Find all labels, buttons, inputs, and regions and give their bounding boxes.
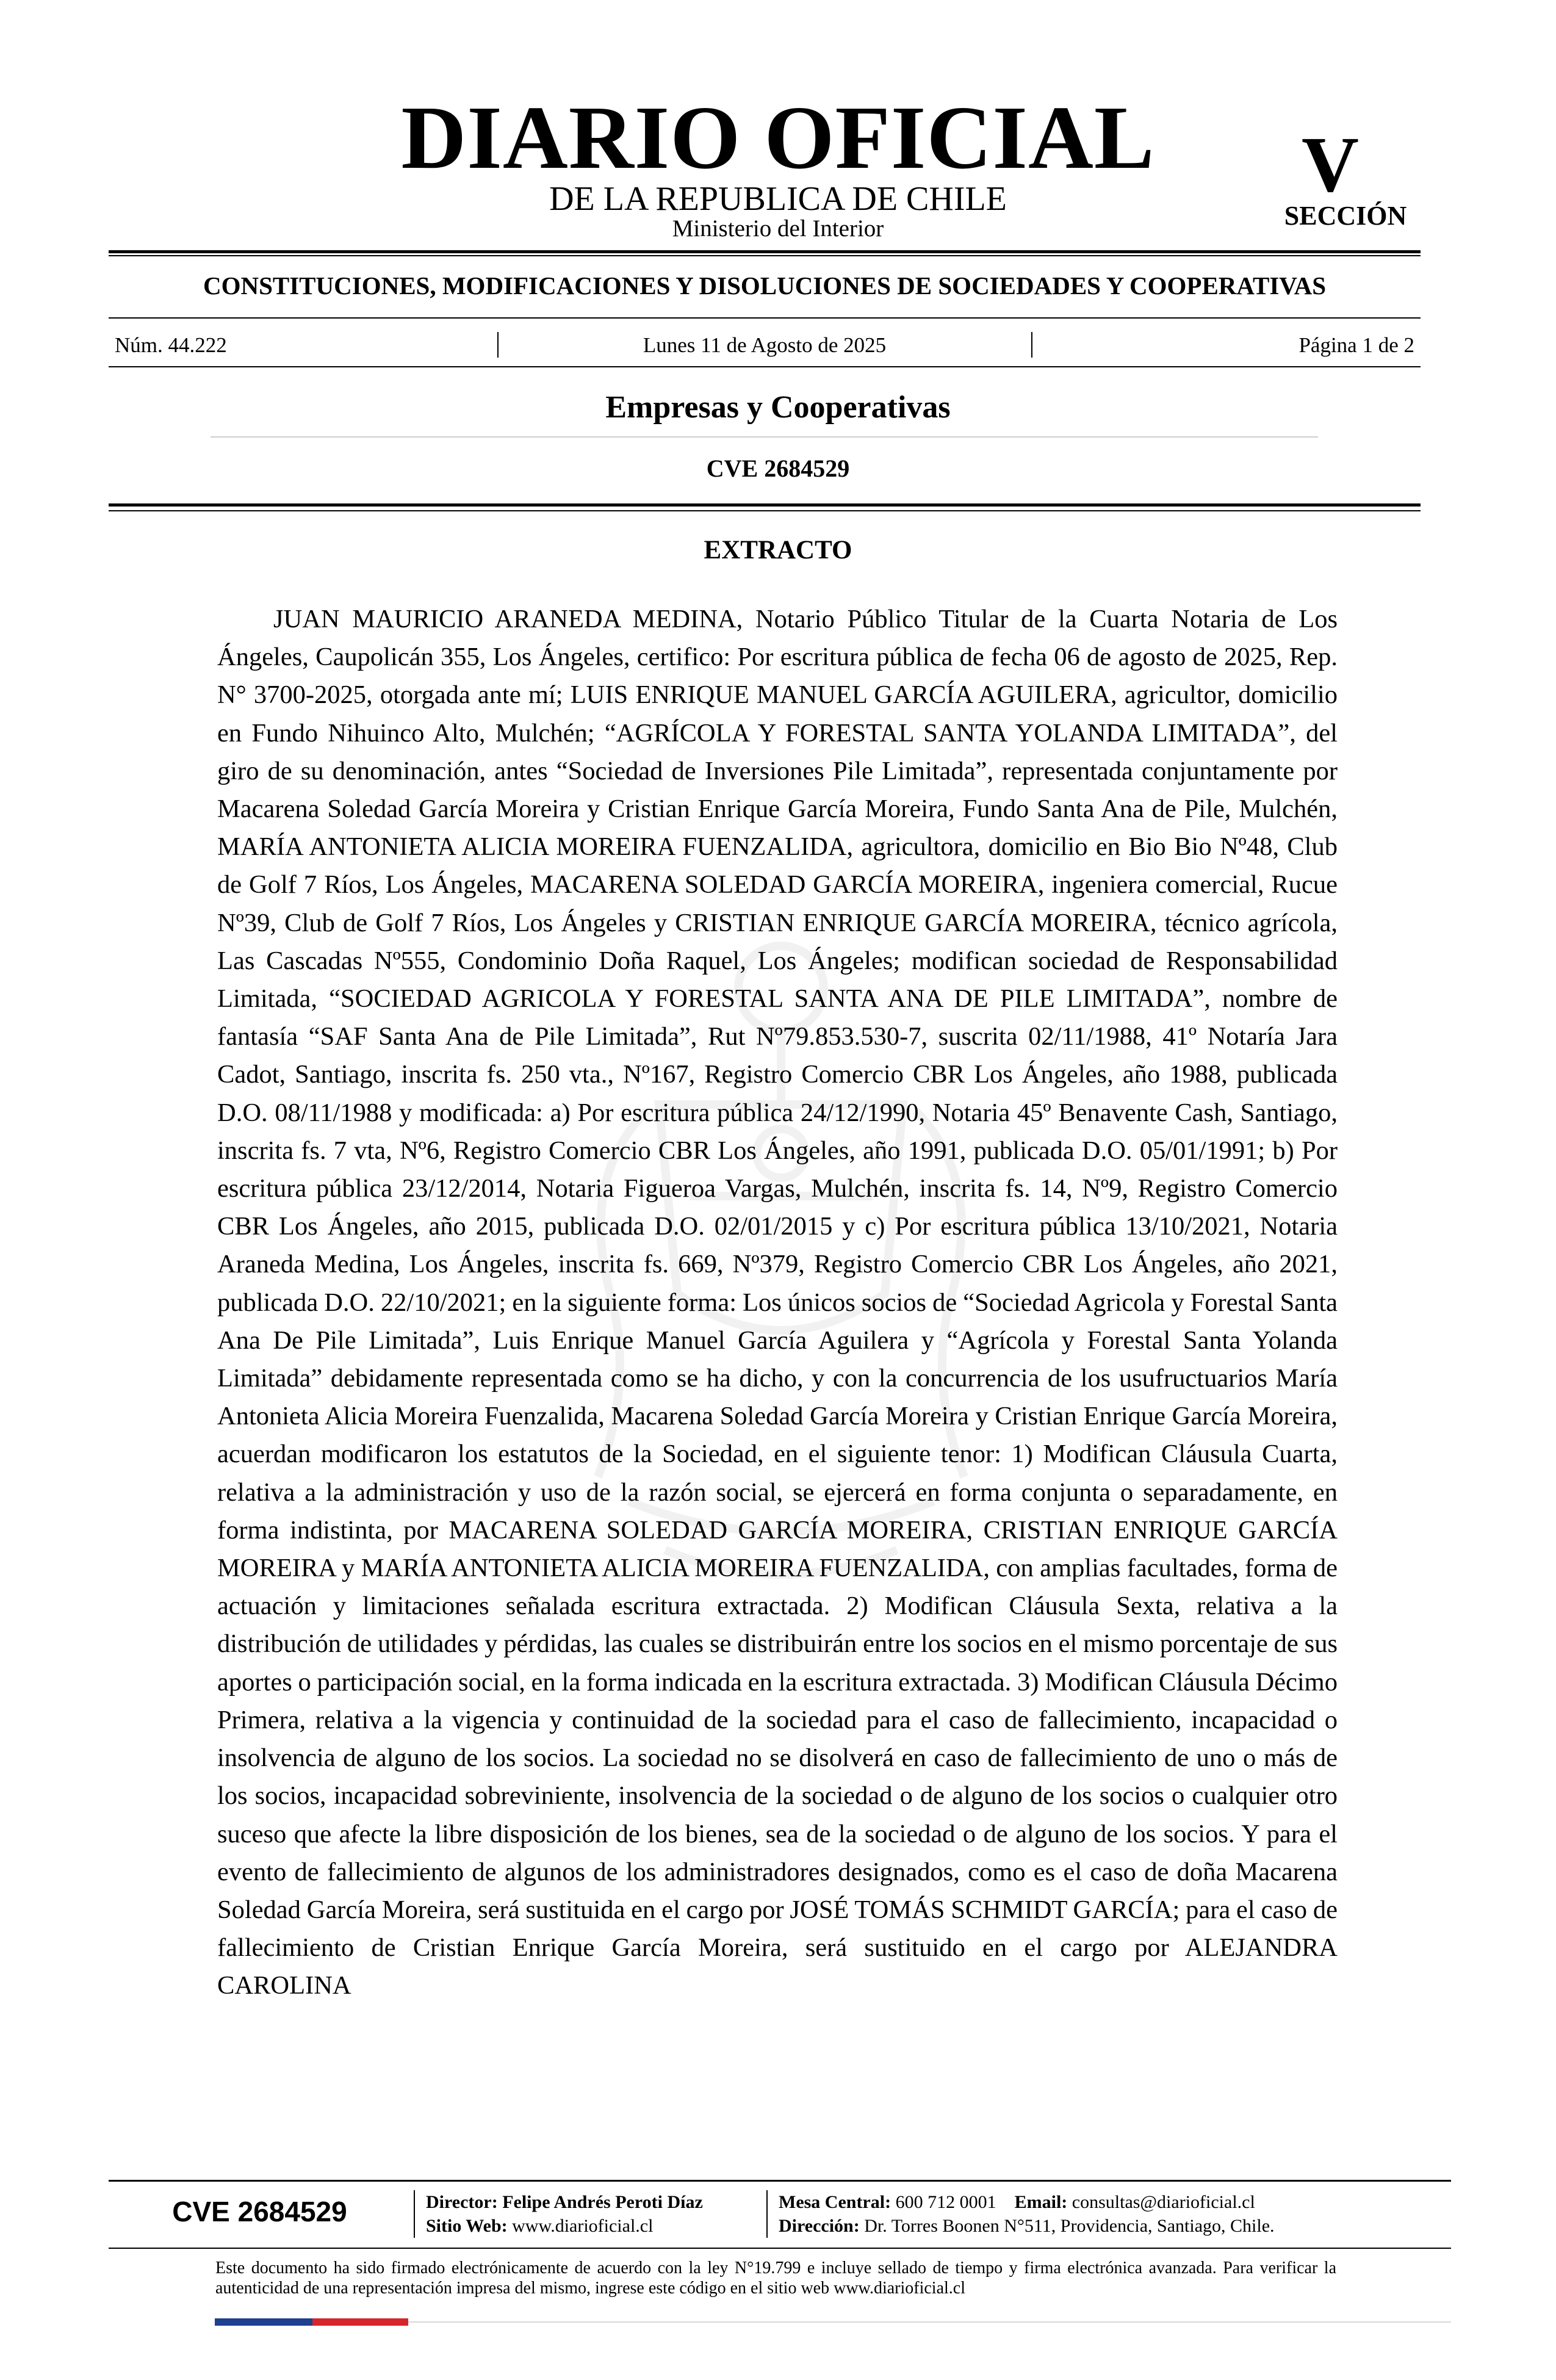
email-link[interactable]: consultas@diarioficial.cl (1072, 2192, 1255, 2212)
category-divider (211, 436, 1318, 438)
address-label: Dirección: (779, 2216, 860, 2236)
extract-title: EXTRACTO (704, 536, 852, 564)
legal-notice: Este documento ha sido firmado electrónicamente de acuerdo con la ley N°19.799 e incluye sellado de tiempo y firma electrónica avanzada. Para verificar la autenticidad de una representación impresa del mismo, ingrese este código en el sitio web www.diarioficial.cl (215, 2259, 1336, 2298)
footer-divider (766, 2190, 768, 2238)
phone-number: 600 712 0001 (895, 2192, 996, 2212)
footer-rule-bottom (109, 2248, 1451, 2249)
phone-label: Mesa Central: (779, 2192, 891, 2212)
section-heading: CONSTITUCIONES, MODIFICACIONES Y DISOLUCIONES DE SOCIEDADES Y COOPERATIVAS (203, 272, 1327, 300)
website-link[interactable]: www.diarioficial.cl (512, 2216, 654, 2236)
section-word: SECCIÓN (1284, 201, 1407, 231)
masthead-rule-top (109, 250, 1421, 253)
newspaper-title: DIARIO OFICIAL (401, 88, 1155, 188)
issue-rule-bottom (109, 366, 1421, 367)
flag-stripe-line (408, 2321, 1451, 2323)
extract-body: JUAN MAURICIO ARANEDA MEDINA, Notario Público Titular de la Cuarta Notaria de Los Ángeles, Caupolicán 355, Los Ángeles, certifico: Por escritura pública de fecha 06 de agosto de 2025, Rep. N° 3700-2025, otorgada ante mí; LUIS ENRIQUE MANUEL GARCÍA AGUILERA, agricultor, domicilio en Fundo Nihuinco Alto, Mulchén; “AGRÍCOLA Y FORESTAL SANTA YOLANDA LIMITADA”, del giro de su denominación, antes “Sociedad de Inversiones Pile Limitada”, representada conjuntamente por Macarena Soledad García Moreira y Cristian Enrique García Moreira, Fundo Santa Ana de Pile, Mulchén, MARÍA ANTONIETA ALICIA MOREIRA FUENZALIDA, agricultora, domicilio en Bio Bio Nº48, Club de Golf 7 Ríos, Los Ángeles, MACARENA SOLEDAD GARCÍA MOREIRA, ingeniera comercial, Rucue Nº39, Club de Golf 7 Ríos, Los Ángeles y CRISTIAN ENRIQUE GARCÍA MOREIRA, técnico agrícola, Las Cascadas Nº555, Condominio Doña Raquel, Los Ángeles; modifican sociedad de Responsabilidad Limitada, “SOCIEDAD AGRICOLA Y FORESTAL SANTA ANA DE PILE LIMITADA”, nombre de fantasía “SAF Santa Ana de Pile Limitada”, Rut Nº79.853.530-7, suscrita 02/11/1988, 41º Notaría Jara Cadot, Santiago, inscrita fs. 250 vta., Nº167, Registro Comercio CBR Los Ángeles, año 1988, publicada D.O. 08/11/1988 y modificada: a) Por escritura pública 24/12/1990, Notaria 45º Benavente Cash, Santiago, inscrita fs. 7 vta, Nº6, Registro Comercio CBR Los Ángeles, año 1991, publicada D.O. 05/01/1991; b) Por escritura pública 23/12/2014, Notaria Figueroa Vargas, Mulchén, inscrita fs. 14, Nº9, Registro Comercio CBR Los Ángeles, año 2015, publicada D.O. 02/01/2015 y c) Por escritura pública 13/10/2021, Notaria Araneda Medina, Los Ángeles, inscrita fs. 669, Nº379, Registro Comercio CBR Los Ángeles, año 2021, publicada D.O. 22/10/2021; en la siguiente forma: Los únicos socios de “Sociedad Agricola y Forestal Santa Ana De Pile Limitada”, Luis Enrique Manuel García Aguilera y “Agrícola y Forestal Santa Yolanda Limitada” debidamente representada como se ha dicho, y con la concurrencia de los usufructuarios María Antonieta Alicia Moreira Fuenzalida, Macarena Soledad García Moreira y Cristian Enrique García Moreira, acuerdan modificaron los estatutos de la Sociedad, en el siguiente tenor: 1) Modifican Cláusula Cuarta, relativa a la administración y uso de la razón social, se ejercerá en forma conjunta o separadamente, en forma indistinta, por MACARENA SOLEDAD GARCÍA MOREIRA, CRISTIAN ENRIQUE GARCÍA MOREIRA y MARÍA ANTONIETA ALICIA MOREIRA FUENZALIDA, con amplias facultades, forma de actuación y limitaciones señalada escritura extractada. 2) Modifican Cláusula Sexta, relativa a la distribución de utilidades y pérdidas, las cuales se distribuirán entre los socios en el mismo porcentaje de sus aportes o participación social, en la forma indicada en la escritura extractada. 3) Modifican Cláusula Décimo Primera, relativa a la vigencia y continuidad de la sociedad para el caso de fallecimiento, incapacidad o insolvencia de alguno de los socios. La sociedad no se disolverá en caso de fallecimiento de uno o más de los socios, incapacidad sobreviniente, insolvencia de la sociedad o de alguno de los socios o cualquier otro suceso que afecte la libre disposición de los bienes, sea de la sociedad o de alguno de los socios. Y para el evento de fallecimiento de algunos de los administradores designados, como es el caso de doña Macarena Soledad García Moreira, será sustituida en el cargo por JOSÉ TOMÁS SCHMIDT GARCÍA; para el caso de fallecimiento de Cristian Enrique García Moreira, será sustituido en el cargo por ALEJANDRA CAROLINA (217, 605, 1338, 2000)
footer-info (109, 2187, 1451, 2243)
director-name: Felipe Andrés Peroti Díaz (502, 2192, 703, 2212)
header-rule-bottom (109, 503, 1421, 507)
category-title: Empresas y Cooperativas (605, 390, 951, 425)
footer-rule-top (109, 2180, 1451, 2182)
flag-stripe-red (312, 2318, 408, 2326)
flag-stripe-blue (215, 2318, 312, 2326)
issue-rule-top (109, 317, 1421, 319)
issue-date: Lunes 11 de Agosto de 2025 (643, 333, 887, 357)
director-label: Director: (426, 2192, 498, 2212)
issue-divider (1031, 332, 1032, 358)
page-indicator: Página 1 de 2 (1298, 333, 1414, 357)
section-letter: V (1302, 121, 1359, 209)
footer-cve: CVE 2684529 (172, 2196, 347, 2227)
masthead-rule-top-thin (109, 255, 1421, 256)
header-rule-bottom-thin (109, 510, 1421, 511)
address-value: Dr. Torres Boonen N°511, Providencia, Santiago, Chile. (864, 2216, 1275, 2236)
website-label: Sitio Web: (426, 2216, 508, 2236)
cve-code: CVE 2684529 (706, 455, 850, 482)
newspaper-subtitle: DE LA REPUBLICA DE CHILE (549, 180, 1007, 218)
footer-divider (414, 2190, 415, 2238)
email-label: Email: (1014, 2192, 1068, 2212)
footer-director-block (426, 2190, 703, 2238)
footer-contact-block (779, 2190, 1275, 2238)
ministry-label: Ministerio del Interior (672, 215, 884, 242)
issue-number: Núm. 44.222 (115, 333, 227, 357)
